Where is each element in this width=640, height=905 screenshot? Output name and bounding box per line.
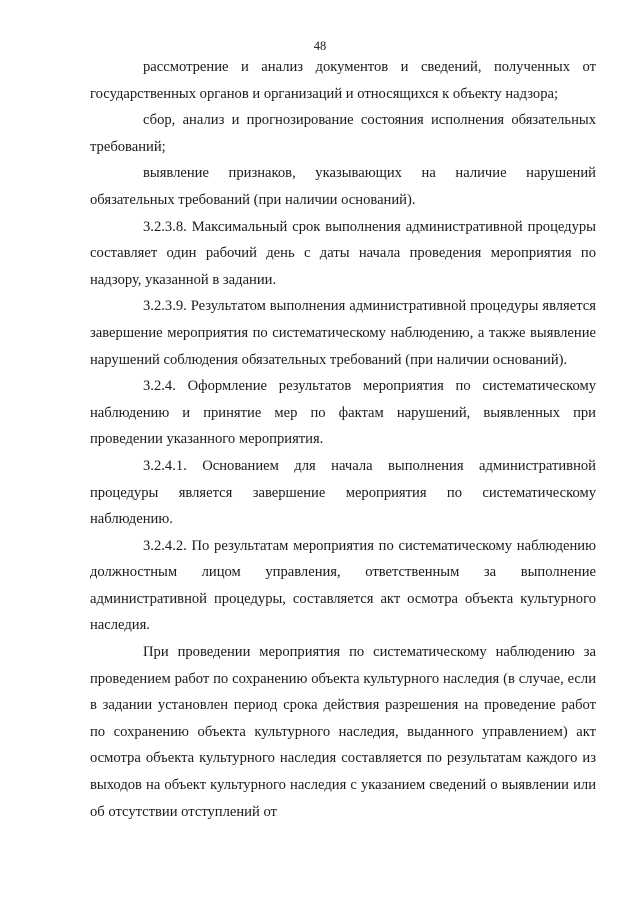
page-number: 48 [313, 39, 327, 53]
paragraph-3-2-3-8: 3.2.3.8. Максимальный срок выполнения административной процедуры составляет один рабочий день с даты начала проведения мероприятия по надзору, указанной в задании. [90, 218, 596, 288]
paragraph-3-2-4-1: 3.2.4.1. Основанием для начала выполнения административной процедуры является завершение мероприятия по систематическому наблюдению. [90, 457, 596, 528]
paragraph-identify-signs: выявление признаков, указывающих на наличие нарушений обязательных требований (при наличии оснований). [90, 165, 596, 208]
paragraph-observation-act: При проведении мероприятия по систематическому наблюдению за проведением работ по сохранению объекта культурного наследия (в случае, если в задании установлен период срока действия разрешения на проведение работ по сохранению объекта культурного наследия, выданного управлением) акт осмотра объекта культурного наследия составляется по результатам каждого из выходов на объект культурного наследия с указанием сведений о выявлении или об отсутствии отступлений от [90, 644, 596, 820]
paragraph-3-2-3-9: 3.2.3.9. Результатом выполнения административной процедуры является завершение мероприятия по систематическому наблюдению, а также выявление нарушений соблюдения обязательных требований (при наличии оснований). [90, 298, 596, 368]
document-body [90, 54, 596, 825]
paragraph-review-documents: рассмотрение и анализ документов и сведений, полученных от государственных органов и организаций и относящихся к объекту надзора; [90, 59, 596, 102]
paragraph-collect-analyze: сбор, анализ и прогнозирование состояния исполнения обязательных требований; [90, 112, 596, 155]
paragraph-3-2-4: 3.2.4. Оформление результатов мероприятия по систематическому наблюдению и принятие мер по фактам нарушений, выявленных при проведении указанного мероприятия. [90, 378, 596, 448]
paragraph-3-2-4-2: 3.2.4.2. По результатам мероприятия по систематическому наблюдению должностным лицом управления, ответственным за выполнение административной процедуры, составляется акт осмотра объекта культурного наследия. [90, 537, 596, 634]
